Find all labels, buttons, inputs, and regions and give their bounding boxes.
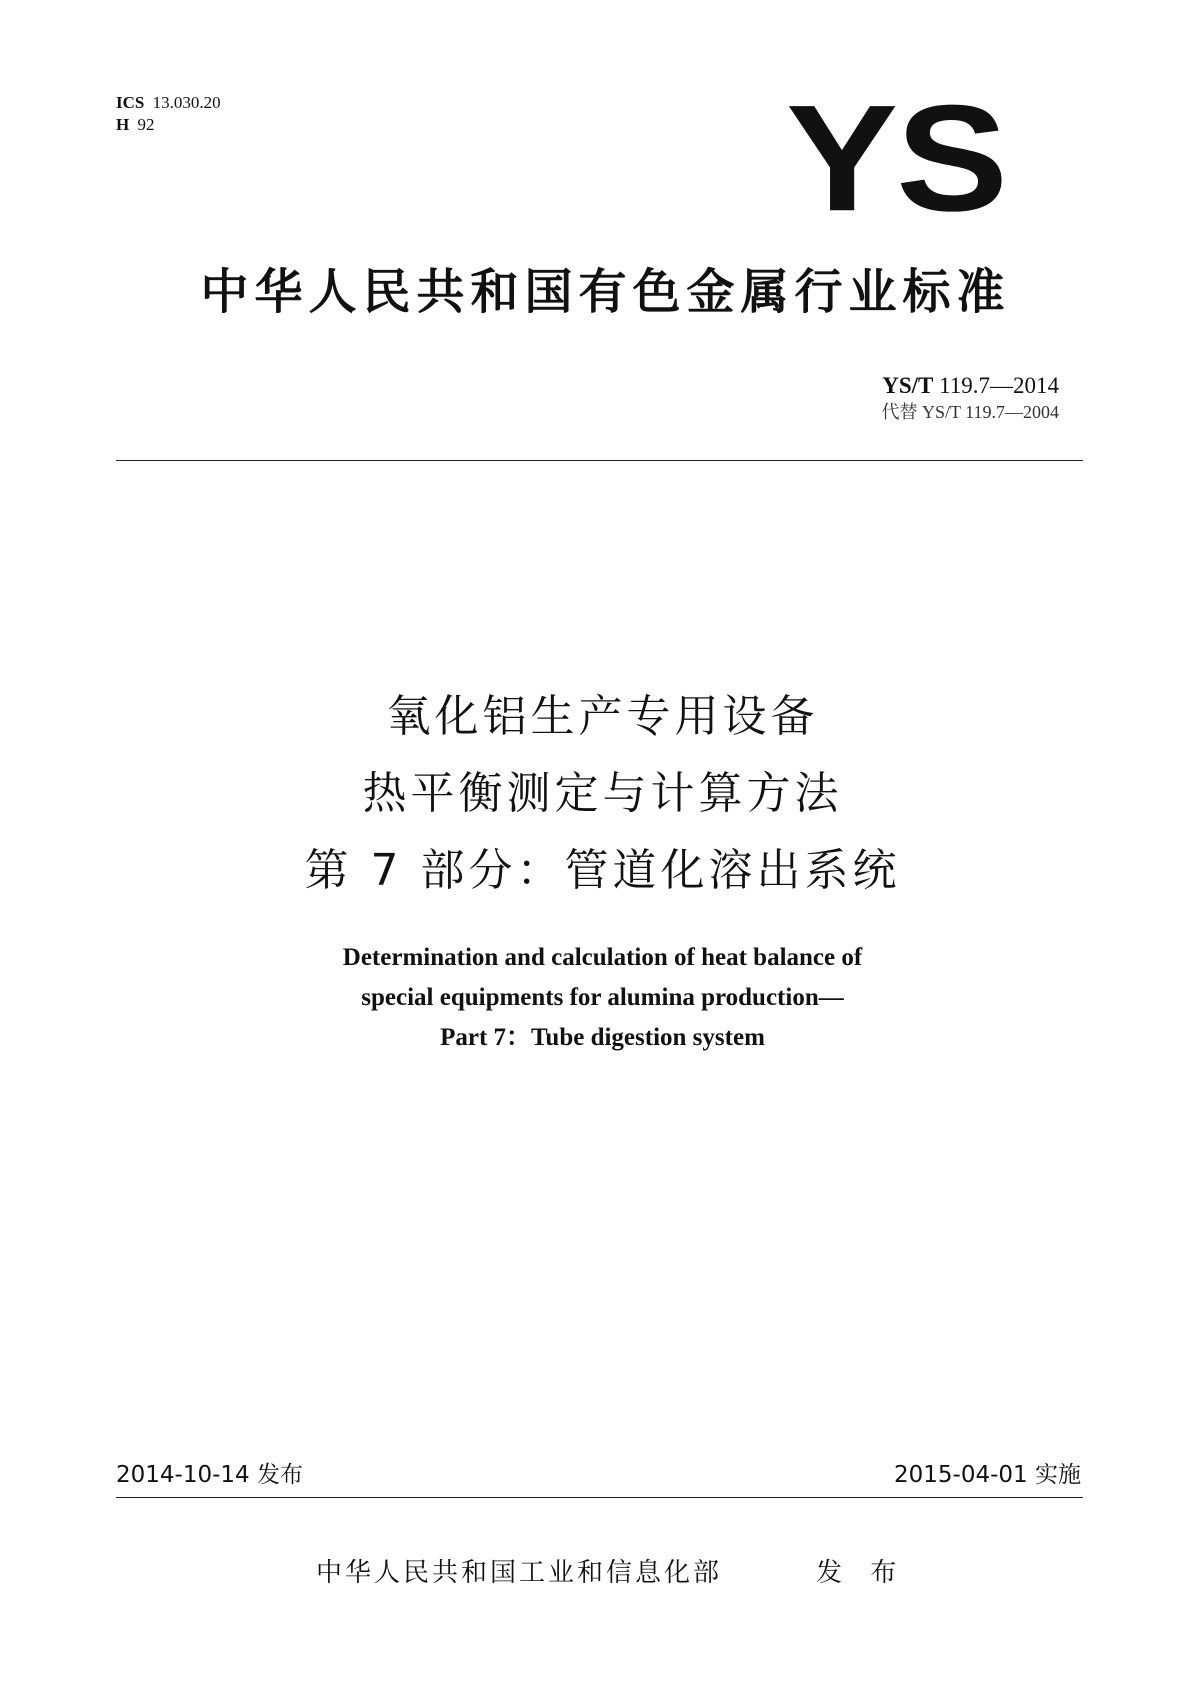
standard-code-number: 119.7—2014 bbox=[939, 373, 1059, 398]
publisher-action: 发 布 bbox=[816, 1558, 907, 1588]
publisher-name: 中华人民共和国工业和信息化部 bbox=[316, 1558, 723, 1588]
ics-code: 13.030.20 bbox=[152, 93, 221, 112]
classification-block bbox=[116, 92, 221, 136]
industry-standard-title: 中华人民共和国有色金属行业标准 bbox=[200, 264, 1011, 320]
class-label: H bbox=[116, 115, 130, 134]
effective-date: 2015-04-01 实施 bbox=[894, 1462, 1081, 1488]
ics-line bbox=[116, 92, 221, 114]
title-en-line2: special equipments for alumina production— bbox=[361, 984, 844, 1011]
top-divider bbox=[116, 460, 1083, 461]
title-en-line3: Part 7：Tube digestion system bbox=[440, 1024, 765, 1051]
bottom-divider bbox=[116, 1497, 1083, 1498]
title-en bbox=[0, 938, 1191, 1058]
class-line bbox=[116, 114, 221, 136]
standard-code-prefix: YS/T bbox=[882, 373, 934, 398]
title-cn-line3: 第 7 部分：管道化溶出系统 bbox=[304, 845, 901, 896]
standard-number bbox=[882, 372, 1059, 400]
title-cn-line1: 氧化铝生产专用设备 bbox=[386, 691, 819, 742]
title-en-line1: Determination and calculation of heat balance of bbox=[342, 944, 863, 971]
ics-label: ICS bbox=[116, 93, 145, 112]
replaces-standard: 代替 YS/T 119.7—2004 bbox=[881, 402, 1059, 422]
title-cn-line2: 热平衡测定与计算方法 bbox=[362, 768, 843, 819]
issue-date: 2014-10-14 发布 bbox=[116, 1462, 303, 1488]
ys-logo: YS bbox=[786, 73, 1007, 243]
class-code: 92 bbox=[137, 115, 155, 134]
